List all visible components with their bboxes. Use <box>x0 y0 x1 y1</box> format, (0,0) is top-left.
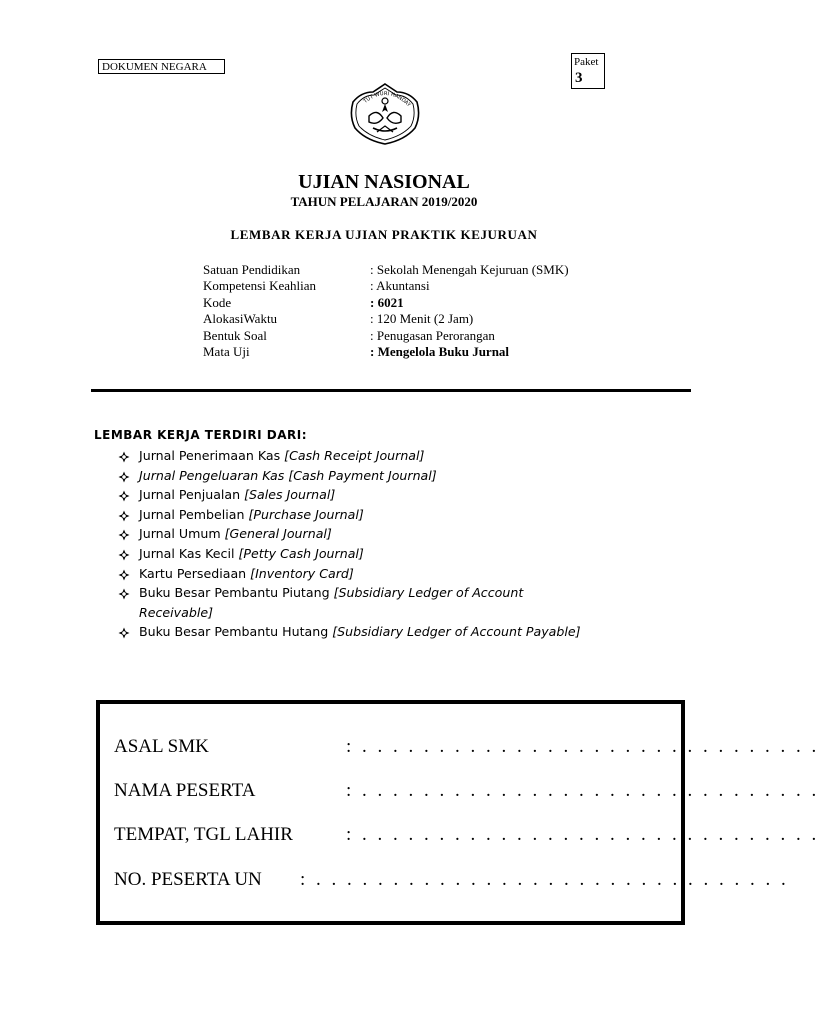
list-item-english: [General Journal] <box>224 526 332 542</box>
section-divider <box>91 389 691 392</box>
participant-fill-line[interactable]: : . . . . . . . . . . . . . . . . . . . . . . . . . . . . . . <box>346 824 819 845</box>
list-item-english: [Subsidiary Ledger of Account <box>333 585 524 601</box>
list-item-english: [Subsidiary Ledger of Account Payable] <box>332 624 581 640</box>
list-item-text: Jurnal Penjualan <box>139 487 245 503</box>
info-value: : Mengelola Buku Jurnal <box>370 343 510 359</box>
info-label: Mata Uji <box>203 343 250 359</box>
list-item <box>118 583 718 622</box>
participant-fill-line[interactable]: : . . . . . . . . . . . . . . . . . . . . . . . . . . . . . . <box>346 780 819 801</box>
list-item-text: Jurnal Umum <box>139 526 225 542</box>
info-label: Bentuk Soal <box>203 327 267 343</box>
logo-motto-text: TUT WURI HANDAY <box>362 90 412 108</box>
participant-info-box <box>96 700 819 925</box>
participant-fill-line[interactable]: : . . . . . . . . . . . . . . . . . . . . . . . . . . . . . . <box>346 736 819 757</box>
worksheet-list <box>118 446 718 642</box>
list-item <box>118 466 718 486</box>
info-label: Kompetensi Keahlian <box>203 278 316 294</box>
list-item <box>118 564 718 584</box>
list-item <box>118 485 718 505</box>
list-item-text: Jurnal Pembelian <box>139 506 249 522</box>
list-item-english-continued: Receivable] <box>139 604 213 620</box>
paket-box <box>571 53 605 89</box>
diamond-bullet-icon <box>118 471 130 483</box>
list-item-english: [Cash Receipt Journal] <box>284 448 425 463</box>
participant-label: NAMA PESERTA <box>114 780 256 801</box>
diamond-bullet-icon <box>118 529 130 541</box>
diamond-bullet-icon <box>118 451 130 463</box>
info-value: : Akuntansi <box>370 278 430 294</box>
sheet-title: LEMBAR KERJA UJIAN PRAKTIK KEJURUAN <box>230 227 538 242</box>
list-item-text: Jurnal Pengeluaran Kas <box>139 467 289 483</box>
diamond-bullet-icon <box>118 627 130 639</box>
list-item-text: Buku Besar Pembantu Piutang <box>139 585 334 601</box>
list-item-english: [Petty Cash Journal] <box>238 545 364 561</box>
list-item-english: [Inventory Card] <box>250 565 354 581</box>
list-item-text: Jurnal Penerimaan Kas <box>139 448 285 463</box>
info-label: Satuan Pendidikan <box>203 262 301 277</box>
page-title: UJIAN NASIONAL <box>298 171 470 193</box>
list-item-text: Jurnal Kas Kecil <box>139 545 239 561</box>
tut-wuri-handayani-emblem-icon <box>347 82 423 146</box>
list-item <box>118 446 718 466</box>
list-item <box>118 544 718 564</box>
diamond-bullet-icon <box>118 569 130 581</box>
diamond-bullet-icon <box>118 510 130 522</box>
diamond-bullet-icon <box>118 588 130 600</box>
list-item-english: [Purchase Journal] <box>248 506 364 522</box>
diamond-bullet-icon <box>118 549 130 561</box>
paket-label: Paket <box>574 56 599 68</box>
document-classification-label: DOKUMEN NEGARA <box>98 59 225 74</box>
participant-label: TEMPAT, TGL LAHIR <box>114 824 293 845</box>
diamond-bullet-icon <box>118 490 130 502</box>
page-subtitle: TAHUN PELAJARAN 2019/2020 <box>290 194 478 209</box>
info-label: AlokasiWaktu <box>203 311 278 327</box>
list-item <box>118 524 718 544</box>
info-value: : 120 Menit (2 Jam) <box>370 311 474 327</box>
list-item-english: [Cash Payment Journal] <box>288 467 437 483</box>
info-label: Kode <box>203 294 232 310</box>
info-value: : Penugasan Perorangan <box>370 327 495 343</box>
participant-fill-line[interactable]: : . . . . . . . . . . . . . . . . . . . . . . . . . . . . . . . <box>300 869 789 890</box>
list-item <box>118 622 718 642</box>
info-value: : 6021 <box>370 294 404 310</box>
list-item-english: [Sales Journal] <box>244 487 336 503</box>
info-value: : Sekolah Menengah Kejuruan (SMK) <box>370 262 569 277</box>
participant-label: ASAL SMK <box>114 736 209 757</box>
participant-label: NO. PESERTA UN <box>114 869 262 890</box>
list-item-text: Kartu Persediaan <box>139 565 251 581</box>
worksheet-list-heading: LEMBAR KERJA TERDIRI DARI: <box>94 428 307 442</box>
paket-number: 3 <box>575 70 583 86</box>
list-item-text: Buku Besar Pembantu Hutang <box>139 624 333 640</box>
list-item <box>118 505 718 525</box>
